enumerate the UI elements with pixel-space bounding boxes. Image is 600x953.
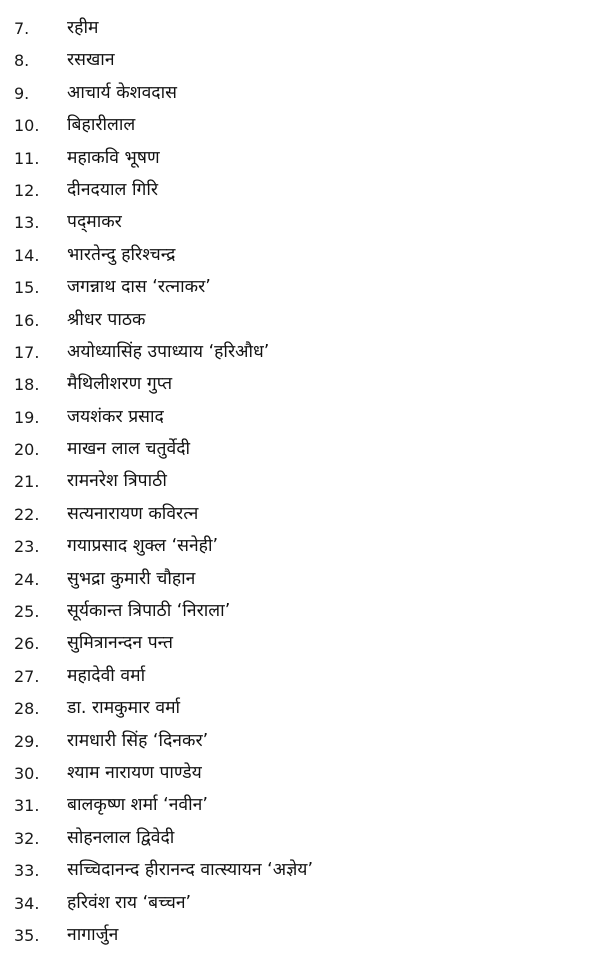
item-name: रसखान	[67, 50, 115, 71]
item-name: आचार्य केशवदास	[67, 82, 177, 103]
item-number: 19.	[14, 407, 40, 427]
item-name: रामधारी सिंह ‘दिनकर’	[67, 730, 209, 751]
item-name: सोहनलाल द्विवेदी	[67, 827, 175, 848]
item-number: 12.	[14, 180, 40, 200]
item-number: 32.	[14, 828, 40, 848]
item-name: श्रीधर पाठक	[67, 309, 146, 330]
list-item	[0, 403, 600, 435]
item-name: जयशंकर प्रसाद	[67, 406, 164, 427]
item-number: 21.	[14, 472, 40, 492]
list-item	[0, 889, 600, 921]
item-number: 29.	[14, 731, 40, 751]
item-number: 9.	[14, 83, 30, 103]
list-item	[0, 500, 600, 532]
item-number: 24.	[14, 569, 40, 589]
item-number: 10.	[14, 116, 40, 136]
list-item	[0, 629, 600, 661]
item-number: 22.	[14, 504, 40, 524]
item-number: 25.	[14, 602, 40, 622]
list-item	[0, 824, 600, 856]
list-item	[0, 79, 600, 111]
item-number: 18.	[14, 375, 40, 395]
item-number: 13.	[14, 213, 40, 233]
list-item	[0, 144, 600, 176]
list-item	[0, 273, 600, 305]
item-name: माखन लाल चतुर्वेदी	[67, 439, 191, 460]
item-number: 33.	[14, 861, 40, 881]
item-number: 27.	[14, 666, 40, 686]
list-item	[0, 176, 600, 208]
list-item	[0, 241, 600, 273]
item-number: 11.	[14, 148, 40, 168]
list-item	[0, 759, 600, 791]
item-name: पद्‌माकर	[67, 212, 122, 233]
list-item	[0, 532, 600, 564]
item-name: रामनरेश त्रिपाठी	[67, 471, 167, 492]
item-name: बिहारीलाल	[67, 115, 136, 136]
item-name: सच्चिदानन्द हीरानन्द वात्स्यायन ‘अज्ञेय’	[67, 860, 314, 881]
item-name: गयाप्रसाद शुक्ल ‘सनेही’	[67, 536, 219, 557]
list-item	[0, 111, 600, 143]
list-item	[0, 791, 600, 823]
item-number: 35.	[14, 925, 40, 945]
item-number: 23.	[14, 537, 40, 557]
item-number: 17.	[14, 342, 40, 362]
item-number: 20.	[14, 440, 40, 460]
list-item	[0, 467, 600, 499]
list-item	[0, 435, 600, 467]
item-name: अयोध्यासिंह उपाध्याय ‘हरिऔध’	[67, 341, 270, 362]
list-item	[0, 565, 600, 597]
item-number: 26.	[14, 634, 40, 654]
item-name: सुमित्रानन्दन पन्त	[67, 633, 174, 654]
item-number: 7.	[14, 19, 30, 38]
item-number: 14.	[14, 245, 40, 265]
list-item	[0, 597, 600, 629]
item-name: जगन्नाथ दास ‘रत्नाकर’	[67, 277, 211, 298]
item-name: सूर्यकान्त त्रिपाठी ‘निराला’	[67, 601, 231, 622]
item-name: हरिवंश राय ‘बच्चन’	[67, 892, 192, 913]
list-item	[0, 306, 600, 338]
item-name: मैथिलीशरण गुप्त	[67, 374, 173, 395]
item-number: 16.	[14, 310, 40, 330]
item-name: सुभद्रा कुमारी चौहान	[67, 568, 196, 589]
list-item	[0, 14, 600, 46]
list-item	[0, 727, 600, 759]
item-number: 15.	[14, 278, 40, 298]
item-number: 34.	[14, 893, 40, 913]
list-item	[0, 46, 600, 78]
item-name: भारतेन्दु हरिश्चन्द्र	[67, 244, 176, 265]
item-name: महाकवि भूषण	[67, 147, 160, 168]
list-item	[0, 856, 600, 888]
list-item	[0, 921, 600, 953]
list-item	[0, 338, 600, 370]
item-name: बालकृष्ण शर्मा ‘नवीन’	[67, 795, 208, 816]
item-name: दीनदयाल गिरि	[67, 179, 159, 200]
item-name: महादेवी वर्मा	[67, 665, 146, 686]
list-item	[0, 662, 600, 694]
poet-list	[0, 14, 600, 953]
list-item	[0, 370, 600, 402]
item-name: श्याम नारायण पाण्डेय	[67, 762, 202, 783]
item-number: 30.	[14, 763, 40, 783]
item-number: 31.	[14, 796, 40, 816]
item-name: रहीम	[67, 18, 99, 38]
item-number: 28.	[14, 699, 40, 719]
item-name: डा. रामकुमार वर्मा	[67, 698, 181, 719]
item-name: नागार्जुन	[67, 924, 119, 945]
item-name: सत्यनारायण कविरत्न	[67, 503, 199, 524]
list-item	[0, 694, 600, 726]
list-item	[0, 208, 600, 240]
item-number: 8.	[14, 51, 30, 71]
